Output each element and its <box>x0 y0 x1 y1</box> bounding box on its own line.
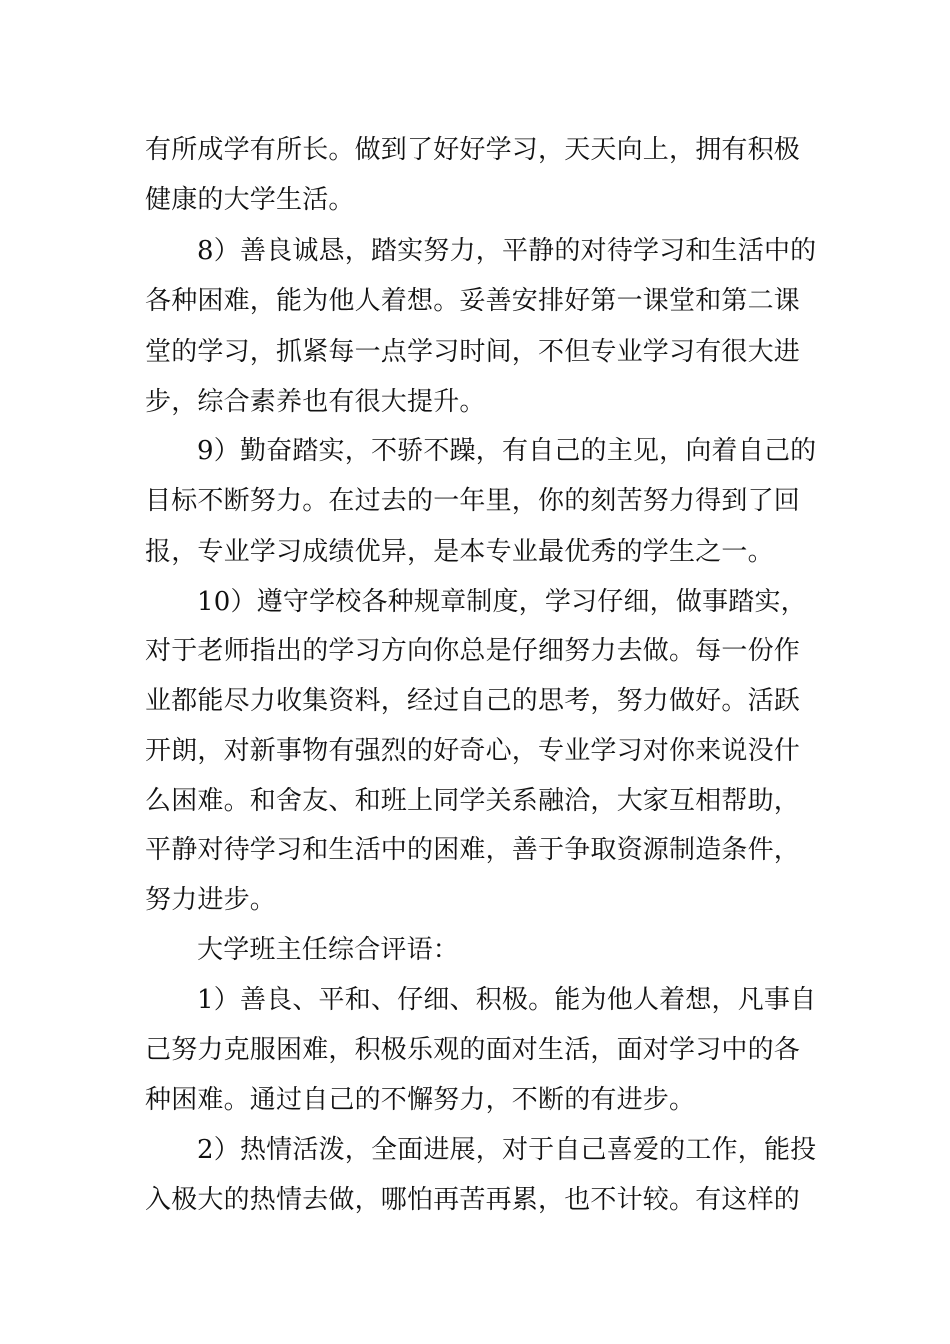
text-line: 入极大的热情去做，哪怕再苦再累，也不计较。有这样的 <box>145 1185 801 1215</box>
text-line: 对于老师指出的学习方向你总是仔细努力去做。每一份作 <box>145 636 801 666</box>
text-line: 目标不断努力。在过去的一年里，你的刻苦努力得到了回 <box>145 486 801 516</box>
text-line: 己努力克服困难，积极乐观的面对生活，面对学习中的各 <box>145 1035 801 1065</box>
section-heading: 大学班主任综合评语： <box>197 935 460 965</box>
text-line: 堂的学习，抓紧每一点学习时间，不但专业学习有很大进 <box>145 337 801 367</box>
text-line: 么困难。和舍友、和班上同学关系融洽，大家互相帮助， <box>145 786 801 816</box>
paragraph-item-8-start: 8）善良诚恳，踏实努力，平静的对待学习和生活中的 <box>197 236 817 266</box>
text-line: 报，专业学习成绩优异，是本专业最优秀的学生之一。 <box>145 537 774 567</box>
text-line: 各种困难，能为他人着想。妥善安排好第一课堂和第二课 <box>145 286 801 316</box>
text-line: 业都能尽力收集资料，经过自己的思考，努力做好。活跃 <box>145 686 801 716</box>
text-line: 平静对待学习和生活中的困难，善于争取资源制造条件， <box>145 835 801 865</box>
text-line: 努力进步。 <box>145 885 277 915</box>
text-line: 种困难。通过自己的不懈努力，不断的有进步。 <box>145 1085 696 1115</box>
text-line: 步，综合素养也有很大提升。 <box>145 387 486 417</box>
text-line: 健康的大学生活。 <box>145 185 355 215</box>
paragraph-item-9-start: 9）勤奋踏实，不骄不躁，有自己的主见，向着自己的 <box>197 436 817 466</box>
paragraph-item-2-start: 2）热情活泼，全面进展，对于自己喜爱的工作，能投 <box>197 1135 817 1165</box>
text-line: 开朗，对新事物有强烈的好奇心，专业学习对你来说没什 <box>145 736 801 766</box>
text-line: 有所成学有所长。做到了好好学习，天天向上，拥有积极 <box>145 135 801 165</box>
paragraph-item-1-start: 1）善良、平和、仔细、积极。能为他人着想，凡事自 <box>197 985 817 1015</box>
paragraph-item-10-start: 10）遵守学校各种规章制度，学习仔细，做事踏实， <box>197 587 807 617</box>
